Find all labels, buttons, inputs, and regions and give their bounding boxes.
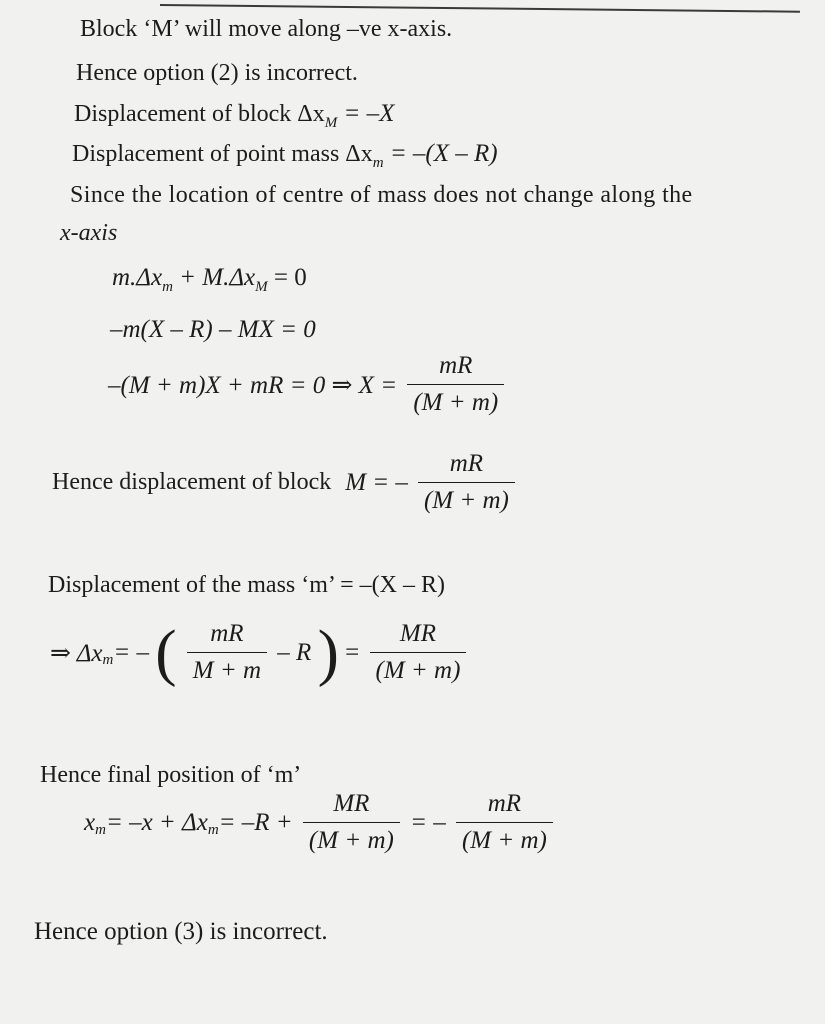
fraction-final-1: $\frac{MR}{(M + m)}$ [303, 790, 400, 855]
line-displacement-point-mass: Displacement of point mass $\Delta x_m = -(X - R)$ [72, 140, 498, 171]
line-hence-displacement-block: Hence displacement of block M = – $\frac{mR}{(M + m)}$ [52, 450, 519, 515]
line-since-com: Since the location of centre of mass does not change along the [70, 182, 693, 208]
line-displacement-mass-m: Displacement of the mass ‘m’ = –(X – R) [48, 572, 445, 598]
equation-com-balance: $m.\Delta x_m + M.\Delta x_M = 0$ [112, 264, 307, 295]
fraction-block-displacement: $\frac{mR}{(M + m)}$ [418, 450, 515, 515]
line-block-move: Block ‘M’ will move along –ve x-axis. [80, 16, 453, 42]
fraction-final-2: $\frac{mR}{(M + m)}$ [456, 790, 553, 855]
equation-final-position: $x_m= -x + \Delta x_m= -R$ + $\frac{MR}{(M + m)}$ = – $\frac{mR}{(M + m)}$ [84, 790, 557, 855]
line-final-position: Hence final position of ‘m’ [40, 762, 302, 788]
line-option2-incorrect: Hence option (2) is incorrect. [76, 60, 358, 86]
fraction-inner: $\frac{mR}{M + m}$ [187, 620, 267, 685]
equation-solve-x: –(M + m)X + mR = 0 ⇒ X = $\frac{mR}{(M + m)}$ [108, 352, 508, 417]
fraction-MR-over-mm: $\frac{MR}{(M + m)}$ [370, 620, 467, 685]
equation-expanded: –m(X – R) – MX = 0 [110, 316, 316, 343]
line-displacement-block: Displacement of block $\Delta x_M = -X$ [74, 100, 395, 131]
line-x-axis: x-axis [60, 220, 118, 246]
fraction-mr-over-mm: $\frac{mR}{(M + m)}$ [407, 352, 504, 417]
top-rule [160, 4, 800, 13]
line-option3-incorrect: Hence option (3) is incorrect. [34, 918, 328, 945]
equation-delta-xm: ⇒ $\Delta x_m=$ – ( $\frac{mR}{M + m}$ – R ) = $\frac{MR}{(M + m)}$ [50, 620, 470, 685]
